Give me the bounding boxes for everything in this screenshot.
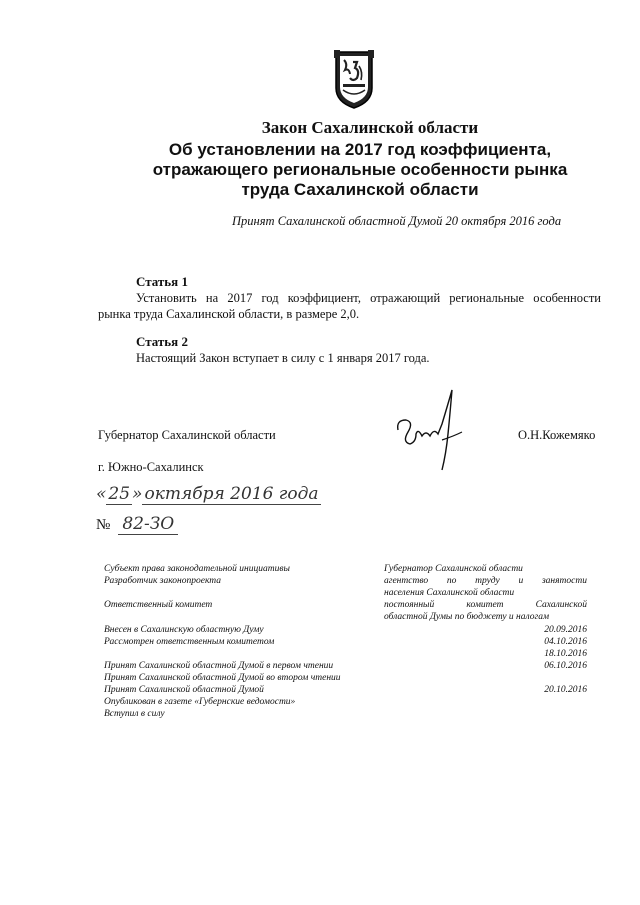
article-1-text-line-2: рынка труда Сахалинской области, в размере 2,0. bbox=[98, 307, 360, 321]
developer-label: Разработчик законопроекта bbox=[104, 576, 222, 586]
initiative-label: Субъект права законодательной инициативы bbox=[104, 564, 290, 574]
developer-value-line-2: населения Сахалинской области bbox=[384, 588, 515, 598]
final-adoption-date: 20.10.2016 bbox=[544, 685, 587, 695]
first-reading-date: 06.10.2016 bbox=[544, 661, 587, 671]
date-open-quote: « bbox=[96, 484, 107, 504]
article-2-title: Статья 2 bbox=[136, 334, 188, 349]
second-reading-label: Принят Сахалинской областной Думой во втором чтении bbox=[104, 673, 341, 683]
submitted-label: Внесен в Сахалинскую областную Думу bbox=[104, 625, 264, 635]
handwritten-signature bbox=[392, 384, 472, 474]
considered-label: Рассмотрен ответственным комитетом bbox=[104, 637, 275, 647]
effective-label: Вступил в силу bbox=[104, 709, 165, 719]
first-reading-label: Принят Сахалинской областной Думой в первом чтении bbox=[104, 661, 334, 671]
coat-of-arms-emblem bbox=[333, 48, 375, 110]
committee-label: Ответственный комитет bbox=[104, 600, 213, 610]
adoption-note: Принят Сахалинской областной Думой 20 октября 2016 года bbox=[232, 214, 562, 228]
considered-date-1: 04.10.2016 bbox=[544, 637, 587, 647]
governor-name: О.Н.Кожемяко bbox=[518, 428, 596, 442]
date-close-quote: » bbox=[132, 484, 143, 504]
initiative-value: Губернатор Сахалинской области bbox=[384, 564, 523, 574]
law-heading-line-1: Об установлении на 2017 год коэффициента, bbox=[168, 140, 552, 159]
article-1-title: Статья 1 bbox=[136, 274, 188, 289]
committee-value-line-2: областной Думы по бюджету и налогам bbox=[384, 612, 550, 622]
law-number bbox=[96, 514, 178, 534]
law-heading-line-2: отражающего региональные особенности рынка bbox=[152, 160, 568, 179]
date-day: 25 bbox=[108, 484, 131, 504]
law-heading-line-3: труда Сахалинской области bbox=[241, 180, 479, 199]
developer-value-line-1: агентство по труду и занятости bbox=[384, 576, 587, 586]
submitted-date: 20.09.2016 bbox=[544, 625, 587, 635]
article-2-text: Настоящий Закон вступает в силу с 1 января 2017 года. bbox=[136, 351, 430, 365]
number-sign: № bbox=[96, 517, 111, 533]
final-adoption-label: Принят Сахалинской областной Думой bbox=[104, 685, 264, 695]
law-title: Закон Сахалинской области bbox=[261, 118, 479, 137]
number-value: 82-ЗО bbox=[118, 514, 178, 535]
signing-date bbox=[96, 484, 321, 504]
article-1-text-line-1: Установить на 2017 год коэффициент, отражающий региональные особенности bbox=[136, 291, 601, 305]
considered-date-2: 18.10.2016 bbox=[544, 649, 587, 659]
date-month-year: октября 2016 года bbox=[144, 484, 319, 504]
published-label: Опубликован в газете «Губернские ведомости» bbox=[104, 697, 296, 707]
committee-value-line-1: постоянный комитет Сахалинской bbox=[384, 600, 587, 610]
governor-position: Губернатор Сахалинской области bbox=[98, 428, 276, 442]
city: г. Южно-Сахалинск bbox=[98, 460, 204, 474]
